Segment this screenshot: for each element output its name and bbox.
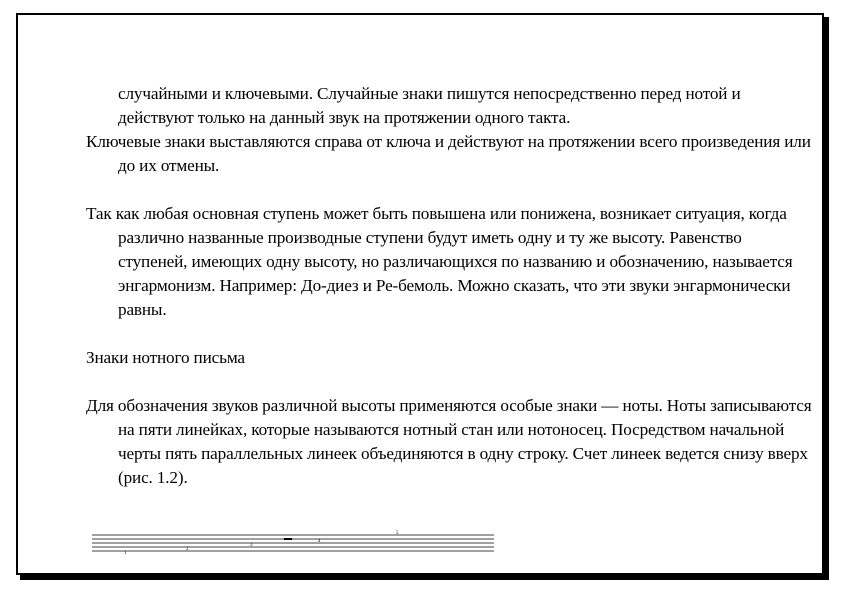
page-frame-shadow-bottom [20, 575, 829, 580]
paragraph-4: Для обозначения звуков различной высоты применяются особые знаки — ноты. Ноты записываются на пяти линейках, которые называются нотный стан или нотоносец. Посредством начальной черты пять параллельных линеек объединяются в одну строку. Счет линеек ведется снизу вверх (рис. 1.2). [86, 396, 812, 487]
paragraph-1: случайными и ключевыми. Случайные знаки пишутся непосредственно перед нотой и действуют только на данный звук на протяжении одного такта. [118, 84, 741, 127]
staff-figure [92, 527, 494, 555]
document-body [86, 82, 812, 490]
staff-label-4: 4 [318, 539, 321, 544]
staff-label-3: 3 [250, 543, 253, 548]
staff-label-2: 2 [186, 547, 189, 552]
staff-whole-note [284, 538, 292, 540]
page-frame-shadow-right [824, 17, 829, 579]
paragraph-2: Ключевые знаки выставляются справа от ключа и действуют на протяжении всего произведения или до их отмены. [86, 132, 811, 175]
staff-label-5: 5 [396, 531, 399, 536]
staff-label-1: 1 [124, 551, 127, 555]
section-heading: Знаки нотного письма [86, 348, 245, 367]
paragraph-3: Так как любая основная ступень может быть повышена или понижена, возникает ситуация, когда различно названные производные ступени будут иметь одну и ту же высоту. Равенство ступеней, имеющих одну высоту, но различающихся по названию и обозначению, называется энгармонизм. Например: До-диез и Ре-бемоль. Можно сказать, что эти звуки энгармонически равны. [86, 204, 793, 319]
